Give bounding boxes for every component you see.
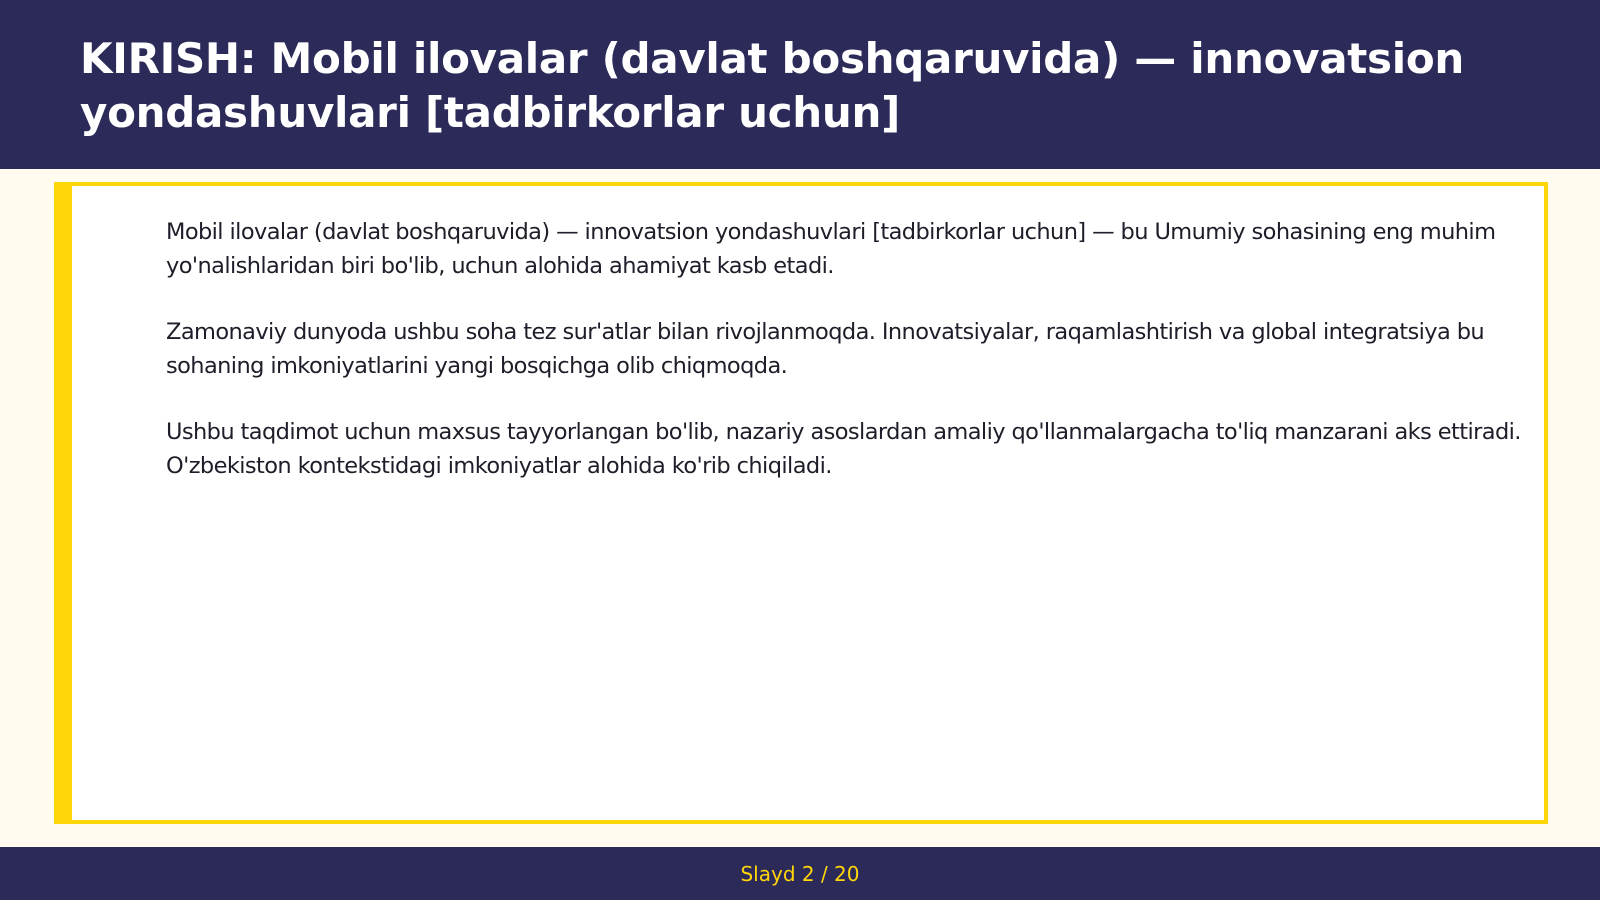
intro-paragraph-1: Mobil ilovalar (davlat boshqaruvida) — innovatsion yondashuvlari [tadbirkorlar uchun] — bu Umumiy sohasining eng muhim yo'nalishlaridan biri bo'lib, uchun alohida ahamiyat kasb etadi. <box>166 219 1496 279</box>
content-card <box>54 182 1548 824</box>
slide-header <box>0 0 1600 169</box>
slide-counter: Slayd 2 / 20 <box>740 862 860 886</box>
slide-footer <box>0 847 1600 900</box>
intro-paragraph-2: Zamonaviy dunyoda ushbu soha tez sur'atlar bilan rivojlanmoqda. Innovatsiyalar, raqamlashtirish va global integratsiya bu sohaning imkoniyatlarini yangi bosqichga olib chiqmoqda. <box>166 319 1485 379</box>
slide-title: KIRISH: Mobil ilovalar (davlat boshqaruvida) — innovatsion yondashuvlari [tadbirkorlar uchun] <box>80 34 1465 137</box>
intro-paragraph-3: Ushbu taqdimot uchun maxsus tayyorlangan bo'lib, nazariy asoslardan amaliy qo'llanmalargacha to'liq manzarani aks ettiradi. O'zbekiston kontekstidagi imkoniyatlar alohida ko'rib chiqiladi. <box>166 419 1521 479</box>
